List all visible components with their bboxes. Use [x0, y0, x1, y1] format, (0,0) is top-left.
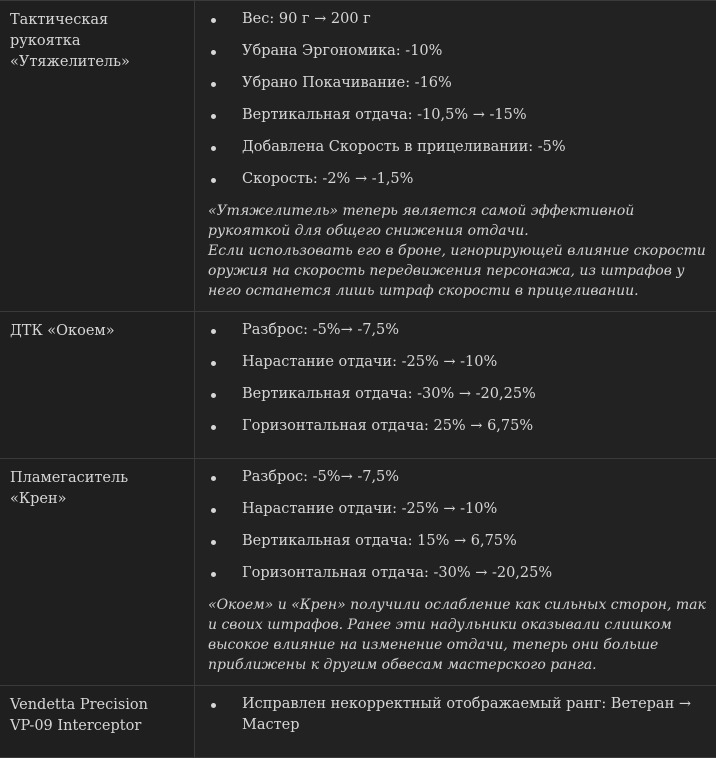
bullet-icon — [211, 82, 216, 87]
table-row — [0, 686, 716, 758]
table-row — [0, 312, 716, 459]
item-details-cell — [195, 312, 716, 459]
list-item: Нарастание отдачи: -25% → -10% — [208, 352, 706, 373]
stat-list — [208, 9, 706, 190]
item-name-line: Тактическая — [10, 12, 108, 28]
item-details-cell — [195, 686, 716, 758]
list-item: Горизонтальная отдача: -30% → -20,25% — [208, 563, 706, 584]
item-name-line: Vendetta Precision — [10, 697, 148, 713]
bullet-icon — [211, 508, 216, 513]
item-name-cell — [0, 312, 195, 459]
note-paragraph: Если использовать его в броне, игнорирующей влияние скорости оружия на скорость передвижения персонажа, из штрафов у него останется лишь штраф скорости в прицеливании. — [208, 241, 706, 301]
bullet-icon — [211, 114, 216, 119]
item-name-line: «Утяжелитель» — [10, 54, 130, 70]
list-item: Горизонтальная отдача: 25% → 6,75% — [208, 416, 706, 437]
list-item: Нарастание отдачи: -25% → -10% — [208, 499, 706, 520]
list-item: Вертикальная отдача: 15% → 6,75% — [208, 531, 706, 552]
note-paragraph: «Утяжелитель» теперь является самой эффективной рукояткой для общего снижения отдачи. — [208, 201, 706, 241]
item-note — [208, 595, 706, 675]
stat-list — [208, 320, 706, 437]
bullet-icon — [211, 146, 216, 151]
bullet-icon — [211, 361, 216, 366]
item-note — [208, 201, 706, 301]
item-name-cell — [0, 459, 195, 686]
item-name-line: Пламегаситель — [10, 470, 128, 486]
bullet-icon — [211, 329, 216, 334]
table-row — [0, 459, 716, 686]
list-item: Вес: 90 г → 200 г — [208, 9, 706, 30]
list-item: Скорость: -2% → -1,5% — [208, 169, 706, 190]
item-name-line: рукоятка — [10, 33, 80, 49]
list-item: Убрана Эргономика: -10% — [208, 41, 706, 62]
bullet-icon — [211, 178, 216, 183]
item-details-cell — [195, 1, 716, 312]
bullet-icon — [211, 572, 216, 577]
list-item: Вертикальная отдача: -10,5% → -15% — [208, 105, 706, 126]
list-item: Добавлена Скорость в прицеливании: -5% — [208, 137, 706, 158]
stat-list — [208, 467, 706, 584]
bullet-icon — [211, 425, 216, 430]
list-item: Вертикальная отдача: -30% → -20,25% — [208, 384, 706, 405]
item-name-cell — [0, 1, 195, 312]
list-item: Исправлен некорректный отображаемый ранг: Ветеран → Мастер — [208, 694, 706, 736]
bullet-icon — [211, 540, 216, 545]
item-details-cell — [195, 459, 716, 686]
bullet-icon — [211, 393, 216, 398]
item-name-line: «Крен» — [10, 491, 67, 507]
item-name-line: VP-09 Interceptor — [10, 718, 141, 734]
list-item: Разброс: -5%→ -7,5% — [208, 467, 706, 488]
stat-list — [208, 694, 706, 736]
list-item: Разброс: -5%→ -7,5% — [208, 320, 706, 341]
note-paragraph: «Окоем» и «Крен» получили ослабление как сильных сторон, так и своих штрафов. Ранее эти надульники оказывали слишком высокое влияние на изменение отдачи, теперь они больше приближены к другим обвесам мастерского ранга. — [208, 595, 706, 675]
bullet-icon — [211, 703, 216, 708]
table-row — [0, 1, 716, 312]
item-name-line: ДТК «Окоем» — [10, 323, 115, 339]
bullet-icon — [211, 50, 216, 55]
bullet-icon — [211, 18, 216, 23]
bullet-icon — [211, 476, 216, 481]
list-item: Убрано Покачивание: -16% — [208, 73, 706, 94]
item-name-cell — [0, 686, 195, 758]
